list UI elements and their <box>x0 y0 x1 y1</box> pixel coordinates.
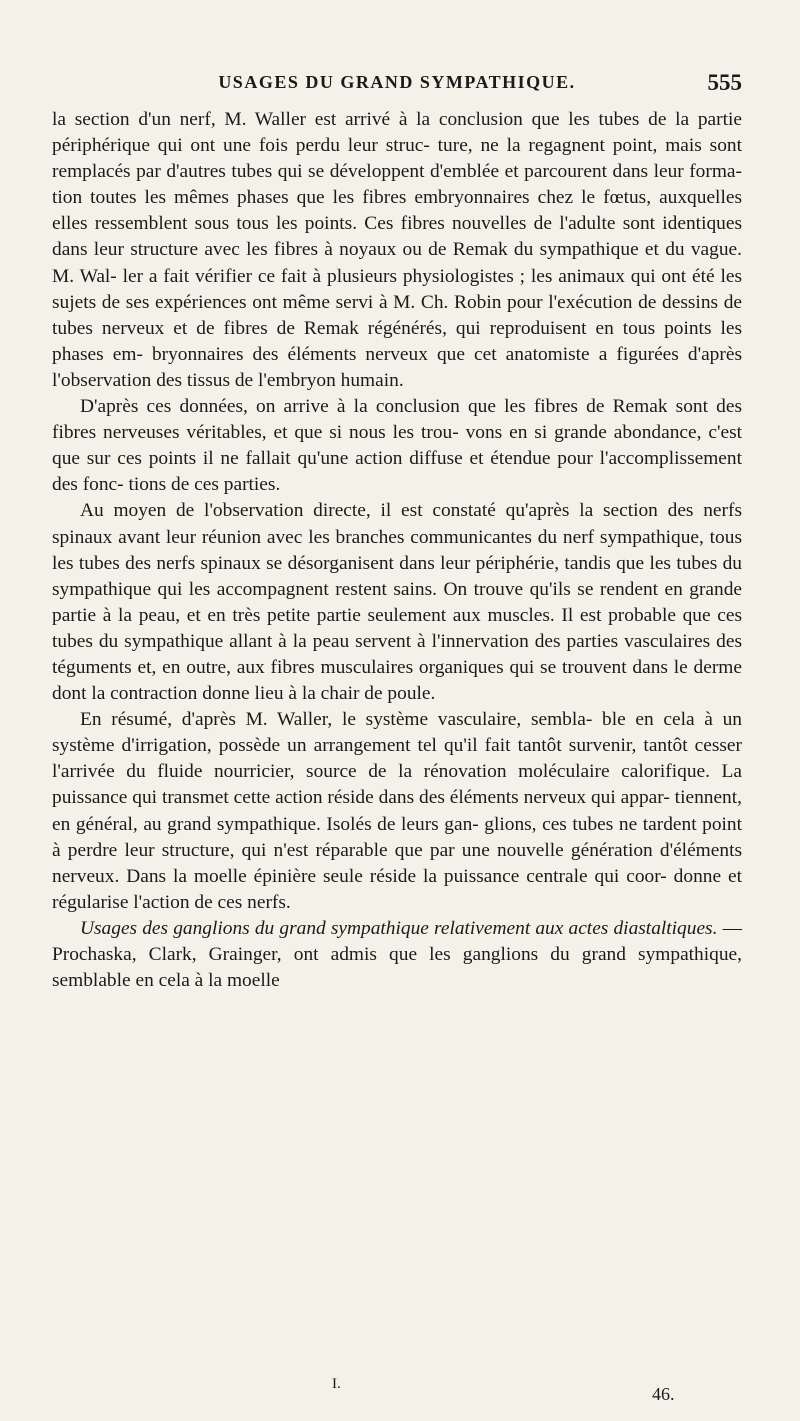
paragraph-2: D'après ces données, on arrive à la conclusion que les fibres de Remak sont des fibres nerveuses véritables, et que si nous les trou- vons en si grande abondance, c'est que sur ces points il ne fallait qu'une action diffuse et étendue pour l'accomplissement des fonc- tions de ces parties. <box>52 396 742 496</box>
page-footer <box>52 1376 742 1406</box>
running-title: USAGES DU GRAND SYMPATHIQUE. <box>218 72 576 92</box>
paragraph-4: En résumé, d'après M. Waller, le système vasculaire, sembla- ble en cela à un système d'irrigation, possède un arrangement tel qu'il fait tantôt survenir, tantôt cesser l'arrivée du fluide nourricier, source de la rénovation moléculaire calorifique. La puissance qui transmet cette action réside dans des éléments nerveux qui appar- tiennent, en général, au grand sympathique. Isolés de leurs gan- glions, ces tubes ne tardent point à perdre leur structure, qui n'est réparable que par une nouvelle génération d'éléments nerveux. Dans la moelle épinière seule réside la puissance centrale qui coor- donne et régularise l'action de ces nerfs. <box>52 709 742 913</box>
signature-mark-letter: I. <box>332 1376 341 1392</box>
paragraph-5-text: — Prochaska, Clark, Grainger, ont admis que les ganglions du grand sympathique, semblable en cela à la moelle <box>52 917 742 992</box>
section-heading-italic: Usages des ganglions du grand sympathique relativement aux actes diastaltiques. <box>80 917 718 939</box>
paragraph-3: Au moyen de l'observation directe, il est constaté qu'après la section des nerfs spinaux avant leur réunion avec les branches communicantes du nerf sympathique, tous les tubes des nerfs spinaux se désorganisent dans leur périphérie, tandis que les tubes du sympathique qui les accompagnent restent sains. On trouve qu'ils se rendent en grande partie à la peau, et en très petite partie seulement aux muscles. Il est probable que ces tubes du sympathique allant à la peau servent à l'innervation des parties vasculaires des téguments et, en outre, aux fibres musculaires organiques qui se trouvent dans le derme dont la contraction donne lieu à la chair de poule. <box>52 500 742 705</box>
body-text <box>52 107 742 994</box>
signature-mark-number: 46. <box>652 1384 675 1404</box>
page-header <box>52 72 742 102</box>
page-number: 555 <box>707 70 742 95</box>
paragraph-5 <box>52 916 742 994</box>
paragraph-1: la section d'un nerf, M. Waller est arrivé à la conclusion que les tubes de la partie périphérique qui ont une fois perdu leur struc- ture, ne la regagnent point, mais sont remplacés par d'autres tubes qui se développent d'emblée et parcourent dans leur forma- tion toutes les mêmes phases que les fibres embryonnaires chez le fœtus, auxquelles elles ressemblent sous tous les points. Ces fibres nouvelles de l'adulte sont identiques dans leur structure avec les fibres à noyaux ou de Remak du sympathique et du vague. M. Wal- ler a fait vérifier ce fait à plusieurs physiologistes ; les animaux qui ont été les sujets de ses expériences ont même servi à M. Ch. Robin pour l'exécution de dessins de tubes nerveux et de fibres de Remak régénérés, qui reproduisent en tous points les phases em- bryonnaires des éléments nerveux que cet anatomiste a figurées d'après l'observation des tissus de l'embryon humain. <box>52 109 742 391</box>
